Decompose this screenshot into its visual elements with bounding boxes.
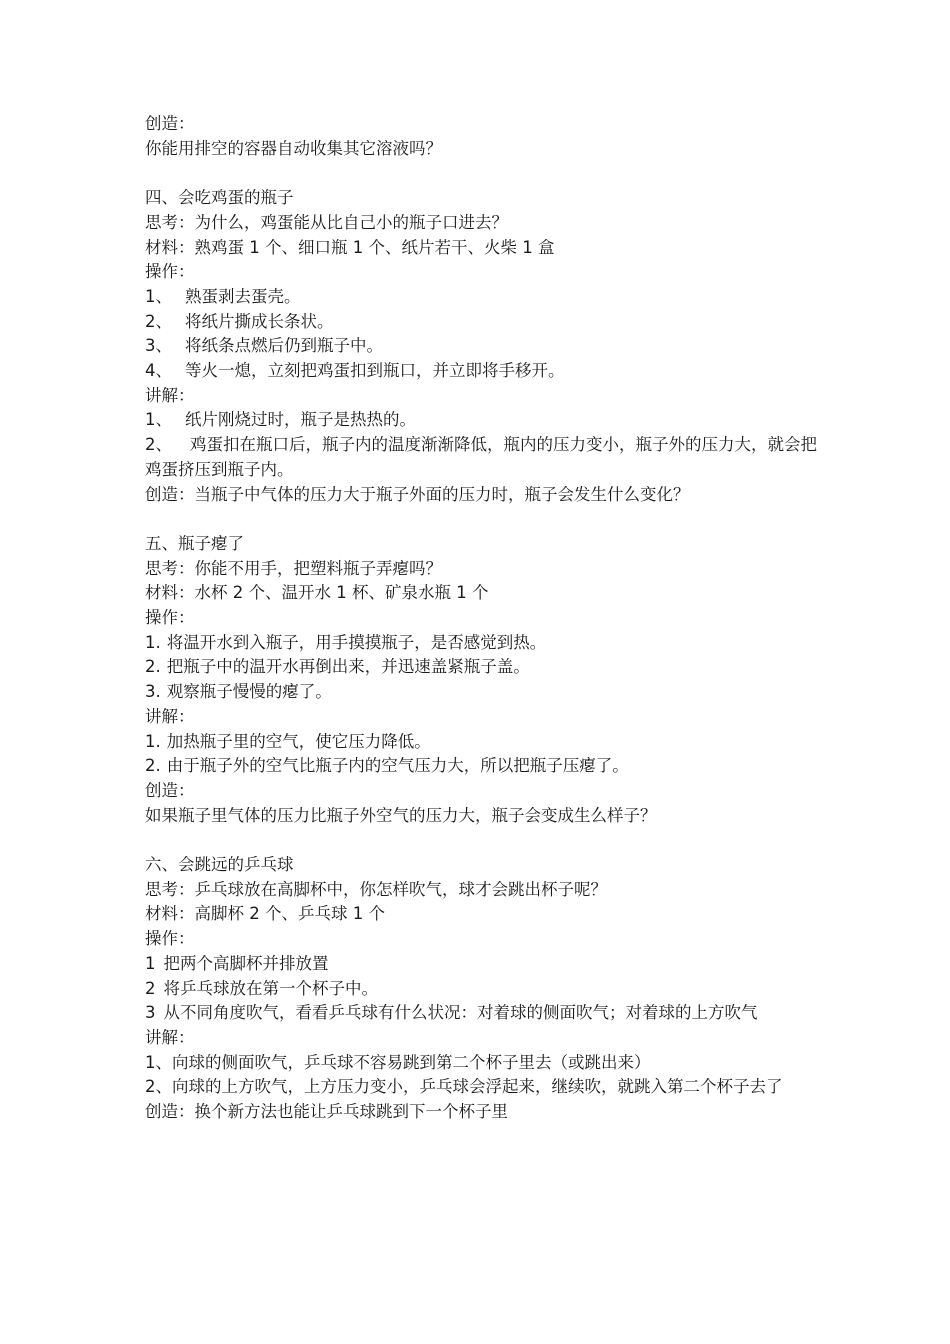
section-6-create: 创造：换个新方法也能让乒乓球跳到下一个杯子里 — [145, 1102, 508, 1122]
list-number: 3 — [145, 1003, 156, 1023]
section-4-ops-label: 操作： — [145, 262, 195, 282]
list-text: 将纸条点燃后仍到瓶子中。 — [185, 336, 383, 356]
section-6-explain-1 — [145, 1051, 825, 1076]
section-4-op-1 — [145, 285, 825, 310]
section-4-materials: 材料：熟鸡蛋 1 个、细口瓶 1 个、纸片若干、火柴 1 盒 — [145, 237, 555, 257]
list-number: 2、 — [145, 435, 172, 455]
list-text: 纸片刚烧过时，瓶子是热热的。 — [185, 410, 416, 430]
section-5-create: 如果瓶子里气体的压力比瓶子外空气的压力大，瓶子会变成生么样子？ — [145, 805, 657, 825]
section-4-title: 四、会吃鸡蛋的瓶子 — [145, 188, 294, 208]
section-5-op-3 — [145, 680, 825, 705]
list-number: 2、 — [145, 311, 172, 331]
list-number: 2 — [145, 978, 156, 998]
spacer — [145, 507, 825, 532]
section-6-title: 六、会跳远的乒乓球 — [145, 855, 294, 875]
section-5-think: 思考：你能不用手，把塑料瓶子弄瘪吗？ — [145, 558, 442, 578]
section-5-materials: 材料：水杯 2 个、温开水 1 杯、矿泉水瓶 1 个 — [145, 583, 489, 603]
section-4-op-4 — [145, 359, 825, 384]
list-text: 把瓶子中的温开水再倒出来，并迅速盖紧瓶子盖。 — [166, 657, 530, 677]
section-5-op-1 — [145, 631, 825, 656]
list-text: 从不同角度吹气，看看乒乓球有什么状况：对着球的侧面吹气；对着球的上方吹气 — [163, 1003, 758, 1023]
list-text: 加热瓶子里的空气，使它压力降低。 — [166, 731, 431, 751]
section-4-op-2 — [145, 310, 825, 335]
list-number: 2. — [145, 657, 161, 677]
section-6-op-2 — [145, 977, 825, 1002]
spacer — [145, 161, 825, 186]
spacer — [145, 828, 825, 853]
list-text: 向球的侧面吹气，乒乓球不容易跳到第二个杯子里去（或跳出来） — [172, 1052, 651, 1072]
list-number: 4、 — [145, 361, 172, 381]
section-4-think: 思考：为什么，鸡蛋能从比自己小的瓶子口进去？ — [145, 212, 508, 232]
section-4-explain-label: 讲解： — [145, 385, 195, 405]
list-number: 1. — [145, 632, 161, 652]
list-text: 把两个高脚杯并排放置 — [163, 953, 329, 973]
section-5-ops-label: 操作： — [145, 608, 195, 628]
list-number: 3. — [145, 682, 161, 702]
list-text: 将乒乓球放在第一个杯子中。 — [163, 978, 378, 998]
list-number: 1. — [145, 731, 161, 751]
section-5-create-label: 创造： — [145, 780, 195, 800]
list-text: 由于瓶子外的空气比瓶子内的空气压力大，所以把瓶子压瘪了。 — [166, 756, 629, 776]
list-text: 观察瓶子慢慢的瘪了。 — [166, 682, 332, 702]
section-4-explain-2 — [145, 433, 825, 482]
section-4-op-3 — [145, 334, 825, 359]
list-text: 将温开水到入瓶子，用手摸摸瓶子，是否感觉到热。 — [166, 632, 547, 652]
section-6-ops-label: 操作： — [145, 929, 195, 949]
section-5-title: 五、瓶子瘪了 — [145, 533, 244, 553]
list-text: 熟蛋剥去蛋壳。 — [185, 286, 301, 306]
list-text: 等火一熄，立刻把鸡蛋扣到瓶口，并立即将手移开。 — [185, 361, 565, 381]
list-number: 1、 — [145, 410, 172, 430]
list-number: 2. — [145, 756, 161, 776]
section-4-explain-1 — [145, 408, 825, 433]
list-number: 2、 — [145, 1077, 172, 1097]
section-6-op-3 — [145, 1001, 825, 1026]
section-6-explain-label: 讲解： — [145, 1027, 195, 1047]
section-6-materials: 材料：高脚杯 2 个、乒乓球 1 个 — [145, 904, 385, 924]
section-5-explain-label: 讲解： — [145, 706, 195, 726]
section-6-think: 思考：乒乓球放在高脚杯中，你怎样吹气，球才会跳出杯子呢？ — [145, 879, 607, 899]
list-number: 1、 — [145, 286, 172, 306]
list-number: 3、 — [145, 336, 172, 356]
list-text: 鸡蛋扣在瓶口后，瓶子内的温度渐渐降低，瓶内的压力变小，瓶子外的压力大，就会把鸡蛋挤压到瓶子内。 — [145, 435, 817, 479]
section-5-op-2 — [145, 655, 825, 680]
list-number: 1、 — [145, 1052, 172, 1072]
list-text: 将纸片撕成长条状。 — [185, 311, 334, 331]
document-page — [145, 112, 825, 1125]
section-6-explain-2 — [145, 1075, 825, 1100]
section-5-explain-1 — [145, 730, 825, 755]
intro-create-label: 创造： — [145, 114, 195, 133]
section-4-create: 创造：当瓶子中气体的压力大于瓶子外面的压力时，瓶子会发生什么变化？ — [145, 484, 690, 504]
list-text: 向球的上方吹气，上方压力变小，乒乓球会浮起来，继续吹，就跳入第二个杯子去了 — [172, 1077, 783, 1097]
section-5-explain-2 — [145, 754, 825, 779]
section-6-op-1 — [145, 952, 825, 977]
list-number: 1 — [145, 953, 156, 973]
intro-create-text: 你能用排空的容器自动收集其它溶液吗？ — [145, 138, 442, 158]
